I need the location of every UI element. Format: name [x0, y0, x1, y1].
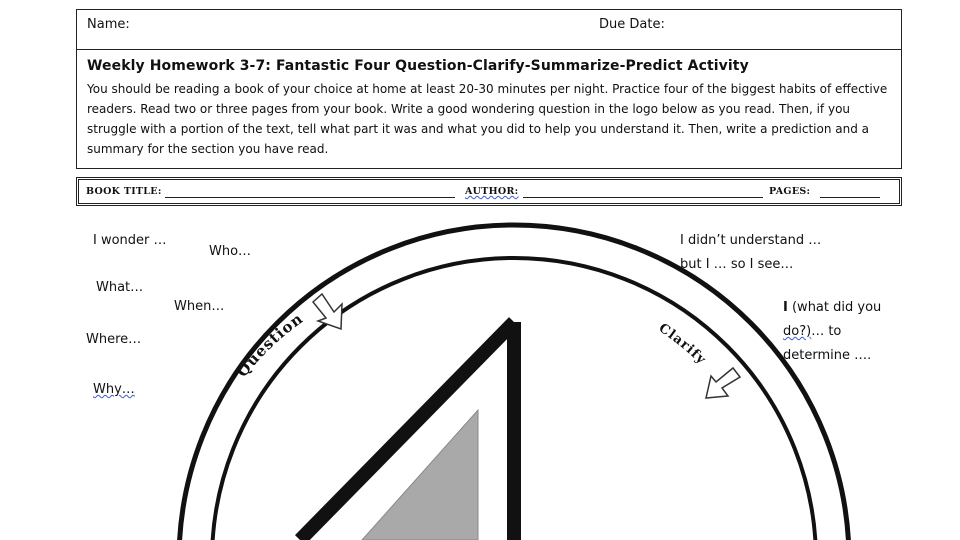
clarify-line-1: I didn’t understand …	[680, 233, 822, 248]
due-date-label: Due Date:	[599, 17, 665, 32]
homework-title: Weekly Homework 3-7: Fantastic Four Question-Clarify-Summarize-Predict Activity	[87, 58, 749, 74]
homework-instructions: You should be reading a book of your choice at home at least 20-30 minutes per night. Practice four of the biggest habits of effective readers. Read two or three pages from your book. Write a good wondering question in the logo below as you read. Then, if you struggle with a portion of the text, tell what part it was and what you did to help you understand it. Then, write a prediction and a summary for the section you have read.	[87, 82, 888, 156]
prompt-where: Where…	[86, 332, 142, 347]
prompt-who: Who…	[209, 244, 252, 259]
prompt-i-wonder: I wonder …	[93, 233, 167, 248]
grey-triangle	[362, 410, 478, 540]
question-arrow-icon	[313, 294, 342, 329]
prompt-when: When…	[174, 299, 225, 314]
clarify-what-did-you: (what did you	[791, 300, 882, 315]
clarify-label: Clarify	[655, 320, 709, 368]
clarify-i: I	[783, 300, 788, 315]
author-label: AUTHOR:	[465, 186, 519, 197]
question-label: Question	[233, 309, 307, 381]
name-label: Name:	[87, 17, 130, 32]
clarify-line-5: determine ….	[783, 348, 872, 363]
clarify-arrow-icon	[706, 368, 740, 398]
clarify-line-3	[783, 297, 881, 319]
prompt-why: Why…	[93, 382, 135, 397]
pages-label: PAGES:	[769, 186, 811, 197]
clarify-line-2: but I … so I see…	[680, 257, 794, 272]
book-title-label: BOOK TITLE:	[86, 186, 162, 197]
prompt-what: What…	[96, 280, 144, 295]
clarify-do: do?)	[783, 324, 812, 339]
clarify-line-4	[783, 321, 841, 343]
clarify-to: … to	[811, 324, 842, 339]
